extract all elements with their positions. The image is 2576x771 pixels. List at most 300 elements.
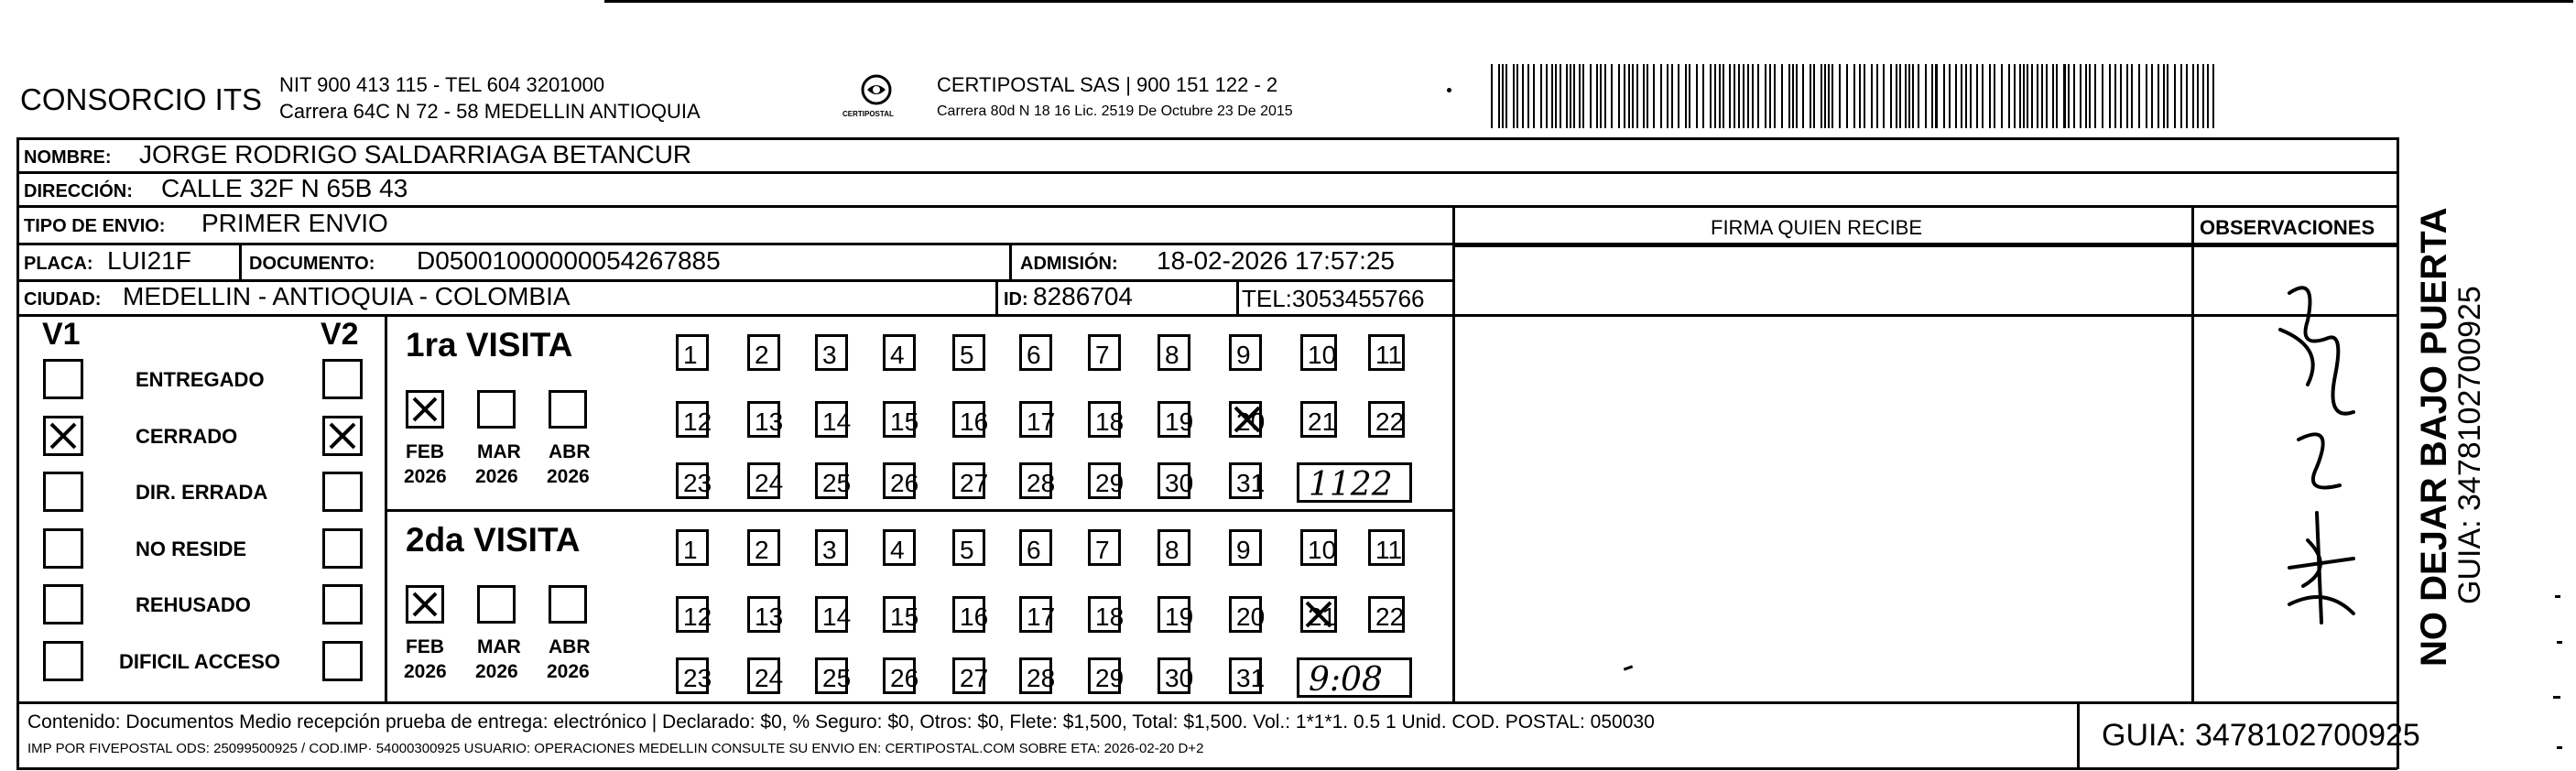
barcode-bar <box>1965 64 1967 128</box>
barcode-bar <box>2014 64 2016 128</box>
barcode-bar <box>2197 64 2199 128</box>
day-box[interactable] <box>747 401 784 438</box>
barcode-bar <box>1931 64 1933 128</box>
day-box[interactable] <box>1229 462 1266 499</box>
barcode-bar <box>1516 64 1518 128</box>
barcode-bar <box>1883 64 1885 128</box>
day-box[interactable] <box>1088 529 1121 566</box>
barcode-bar <box>1738 64 1740 128</box>
top-edge-line <box>604 0 2573 3</box>
day-box[interactable] <box>676 334 709 371</box>
barcode-bar <box>1821 64 1822 128</box>
nombre-value: JORGE RODRIGO SALDARRIAGA BETANCUR <box>139 140 692 168</box>
barcode-bar <box>1590 64 1592 128</box>
time-handwritten: 1122 <box>1309 466 1393 504</box>
day-number: 9 <box>1236 341 1251 369</box>
time-handwritten: 9:08 <box>1309 661 1383 699</box>
carrier-address: Carrera 80d N 18 16 Lic. 2519 De Octubre 23 De 2015 <box>937 103 1293 119</box>
barcode-bar <box>1912 64 1914 128</box>
day-number: 13 <box>755 603 784 631</box>
day-number: 9 <box>1236 536 1251 564</box>
footer-contenido: Contenido: Documentos Medio recepción prueba de entrega: electrónico | Declarado: $0, % Seguro: $0, Otros: $0, Flete: $1,500, Total: $1,500. Vol.: 1*1*1. 0.5 1 Unid. COD. POSTAL: 050030 <box>27 711 1655 733</box>
observaciones-header: OBSERVACIONES <box>2200 216 2375 239</box>
side-no-dejar: NO DEJAR BAJO PUERTA <box>2414 207 2454 667</box>
barcode-bar <box>1994 64 1995 128</box>
day-box[interactable] <box>1088 657 1125 694</box>
barcode-bar <box>1970 64 1972 128</box>
barcode-bar <box>1696 64 1698 128</box>
month-checkbox[interactable] <box>549 390 587 429</box>
barcode-bar <box>1719 64 1721 128</box>
check-x-icon <box>46 418 81 453</box>
company-nit: NIT 900 413 115 - TEL 604 3201000 <box>279 73 605 96</box>
barcode-bar <box>1546 64 1548 128</box>
barcode-bar <box>2019 64 2021 128</box>
day-box[interactable] <box>1019 401 1056 438</box>
barcode-bar <box>2192 64 2194 128</box>
day-number: 5 <box>960 536 974 564</box>
v1-checkbox[interactable] <box>43 416 83 456</box>
barcode-bar <box>1908 64 1910 128</box>
barcode-bar <box>1689 64 1690 128</box>
day-number: 27 <box>960 664 989 692</box>
nombre-label: NOMBRE: <box>24 147 112 168</box>
barcode-bar <box>1976 64 1978 128</box>
barcode-bar <box>1729 64 1731 128</box>
day-box[interactable] <box>1300 529 1337 566</box>
barcode-bar <box>2023 64 2025 128</box>
barcode-bar <box>1810 64 1811 128</box>
barcode-bar <box>1935 64 1938 128</box>
day-box[interactable] <box>952 334 985 371</box>
barcode-bar <box>1961 64 1962 128</box>
month-year: 2026 <box>404 466 447 487</box>
barcode-bar <box>1765 64 1766 128</box>
day-box[interactable] <box>1019 596 1056 633</box>
company-name: CONSORCIO ITS <box>20 82 263 116</box>
handwritten-observation <box>2253 238 2381 678</box>
day-number: 14 <box>822 407 852 436</box>
barcode-bar <box>1846 64 1848 128</box>
barcode-bar <box>1685 64 1687 128</box>
day-number: 11 <box>1375 341 1403 369</box>
v2-checkbox[interactable] <box>322 416 363 456</box>
footer-guia: GUIA: 3478102700925 <box>2102 718 2420 753</box>
barcode-bar <box>1551 64 1553 128</box>
v2-checkbox[interactable] <box>322 641 363 681</box>
month-name: ABR <box>549 636 591 657</box>
edge-speck <box>2555 595 2560 598</box>
barcode-bar <box>2138 64 2140 128</box>
v2-checkbox[interactable] <box>322 584 363 624</box>
day-number: 31 <box>1236 664 1266 692</box>
barcode-bar <box>2008 64 2010 128</box>
day-number: 24 <box>755 664 784 692</box>
month-name: MAR <box>477 636 521 657</box>
day-box[interactable] <box>1368 529 1405 566</box>
day-box[interactable] <box>815 462 852 499</box>
status-label: ENTREGADO <box>136 368 265 391</box>
barcode-bar <box>1792 64 1794 128</box>
day-box[interactable] <box>1158 529 1190 566</box>
admision-label: ADMISIÓN: <box>1020 254 1118 274</box>
day-number: 28 <box>1027 664 1056 692</box>
barcode-bar <box>2031 64 2033 128</box>
day-box[interactable] <box>952 401 989 438</box>
day-box[interactable] <box>1300 401 1337 438</box>
day-box[interactable] <box>676 596 712 633</box>
barcode-bar <box>2041 64 2043 128</box>
day-number: 6 <box>1027 341 1041 369</box>
day-box[interactable] <box>952 529 985 566</box>
barcode-bar <box>2037 64 2038 128</box>
month-name: FEB <box>406 441 444 462</box>
carrier-name: CERTIPOSTAL SAS | 900 151 122 - 2 <box>937 73 1278 96</box>
day-box[interactable] <box>1229 401 1266 438</box>
barcode-bar <box>1871 64 1873 128</box>
day-box[interactable] <box>1088 401 1125 438</box>
barcode-bar <box>1949 64 1951 128</box>
day-box[interactable] <box>676 462 712 499</box>
month-year: 2026 <box>475 661 518 682</box>
month-name: ABR <box>549 441 591 462</box>
barcode-bar <box>1989 64 1991 128</box>
barcode-bar <box>2131 64 2133 128</box>
day-number: 2 <box>755 341 769 369</box>
barcode-bar <box>1502 64 1504 128</box>
month-year: 2026 <box>547 661 590 682</box>
day-box[interactable] <box>747 462 784 499</box>
status-label: DIR. ERRADA <box>136 481 268 504</box>
v1-header: V1 <box>42 317 81 352</box>
barcode-bar <box>1618 64 1620 128</box>
barcode-bar <box>1859 64 1861 128</box>
barcode-bar <box>1813 64 1815 128</box>
tipo-envio-value: PRIMER ENVIO <box>201 209 388 237</box>
barcode-bar <box>1955 64 1957 128</box>
day-box[interactable] <box>1368 334 1405 371</box>
month-checkbox[interactable] <box>477 390 516 429</box>
barcode-bar <box>1582 64 1584 128</box>
day-box[interactable] <box>1019 529 1052 566</box>
barcode-bar <box>2158 64 2159 128</box>
barcode-bar <box>1896 64 1897 128</box>
day-box[interactable] <box>747 529 780 566</box>
day-box[interactable] <box>676 401 712 438</box>
day-box[interactable] <box>1088 462 1125 499</box>
day-number: 7 <box>1095 341 1110 369</box>
day-number: 17 <box>1027 603 1056 631</box>
tel-value: 3053455766 <box>1291 285 1425 312</box>
v1-checkbox[interactable] <box>43 584 83 624</box>
day-box[interactable] <box>1368 596 1405 633</box>
day-number: 8 <box>1165 341 1179 369</box>
barcode-bar <box>1566 64 1568 128</box>
barcode-bar <box>2046 64 2048 128</box>
day-number: 16 <box>960 407 989 436</box>
day-box[interactable] <box>883 529 916 566</box>
barcode-bar <box>2207 64 2209 128</box>
placa-label: PLACA: <box>24 254 93 274</box>
day-number: 7 <box>1095 536 1110 564</box>
v1-checkbox[interactable] <box>43 359 83 399</box>
day-number: 23 <box>683 469 712 497</box>
day-box[interactable] <box>1158 462 1194 499</box>
day-number: 22 <box>1375 407 1405 436</box>
id-value: 8286704 <box>1033 282 1134 310</box>
day-number: 6 <box>1027 536 1041 564</box>
day-box[interactable] <box>1300 334 1337 371</box>
v1-checkbox[interactable] <box>43 472 83 512</box>
day-number: 29 <box>1095 469 1125 497</box>
barcode-bar <box>2126 64 2128 128</box>
documento-value: D05001000000054267885 <box>417 246 721 275</box>
check-x-icon <box>1301 597 1336 632</box>
barcode-bar <box>1710 64 1712 128</box>
barcode-bar <box>2027 64 2028 128</box>
barcode-bar <box>1527 64 1529 128</box>
firma-header: FIRMA QUIEN RECIBE <box>1711 216 1923 239</box>
day-box[interactable] <box>1019 334 1052 371</box>
day-number: 8 <box>1165 536 1179 564</box>
month-name: MAR <box>477 441 521 462</box>
day-box[interactable] <box>747 334 780 371</box>
day-number: 23 <box>683 664 712 692</box>
day-box[interactable] <box>815 657 852 694</box>
day-box[interactable] <box>815 596 852 633</box>
day-box[interactable] <box>952 596 989 633</box>
barcode-bar <box>1743 64 1745 128</box>
barcode-bar <box>1899 64 1901 128</box>
barcode-bar <box>1925 64 1927 128</box>
day-number: 18 <box>1095 603 1125 631</box>
barcode-bar <box>1943 64 1945 128</box>
status-label: CERRADO <box>136 424 238 448</box>
barcode-bar <box>1522 64 1524 128</box>
barcode-bar <box>1905 64 1907 128</box>
check-x-icon <box>408 393 441 426</box>
barcode-bar <box>1788 64 1790 128</box>
day-number: 30 <box>1165 469 1194 497</box>
day-number: 13 <box>755 407 784 436</box>
day-box[interactable] <box>1229 529 1262 566</box>
day-number: 20 <box>1236 603 1266 631</box>
barcode-bar <box>1604 64 1606 128</box>
day-box[interactable] <box>676 657 712 694</box>
stray-mark <box>1624 665 1633 670</box>
tel-field <box>1242 287 1425 310</box>
month-checkbox[interactable] <box>406 390 444 429</box>
admision-value: 18-02-2026 17:57:25 <box>1157 246 1395 275</box>
day-number: 15 <box>890 603 919 631</box>
barcode-bar <box>1796 64 1798 128</box>
barcode-bar <box>1611 64 1613 128</box>
barcode-bar <box>2068 64 2070 128</box>
barcode-bar <box>1714 64 1716 128</box>
day-number: 21 <box>1308 603 1337 631</box>
barcode-bar <box>1876 64 1878 128</box>
v1-checkbox[interactable] <box>43 528 83 569</box>
month-checkbox[interactable] <box>549 585 587 624</box>
day-number: 22 <box>1375 603 1405 631</box>
day-box[interactable] <box>1019 657 1056 694</box>
side-guia: GUIA: 3478102700925 <box>2452 286 2487 604</box>
day-box[interactable] <box>952 657 989 694</box>
barcode-bar <box>2109 64 2111 128</box>
barcode-bar <box>1982 64 1984 128</box>
day-box[interactable] <box>1300 596 1337 633</box>
day-box[interactable] <box>1158 401 1194 438</box>
tel-label: TEL: <box>1242 285 1292 312</box>
day-box[interactable] <box>815 529 848 566</box>
barcode-bar <box>1647 64 1648 128</box>
barcode-bar <box>1918 64 1919 128</box>
barcode-bar <box>1555 64 1557 128</box>
barcode-bar <box>1781 64 1783 128</box>
v2-header: V2 <box>321 317 359 352</box>
barcode-bar <box>2163 64 2165 128</box>
day-number: 3 <box>822 536 837 564</box>
day-number: 15 <box>890 407 919 436</box>
barcode-bar <box>1498 64 1500 128</box>
status-label: REHUSADO <box>136 593 251 616</box>
placa-value: LUI21F <box>107 246 191 275</box>
footer-imp: IMP POR FIVEPOSTAL ODS: 25099500925 / COD.IMP· 54000300925 USUARIO: OPERACIONES MEDELLIN CONSULTE SU ENVIO EN: CERTIPOSTAL.COM SOBRE ETA: 2026-02-20 D+2 <box>27 741 1204 756</box>
barcode-bar <box>2202 64 2204 128</box>
day-box[interactable] <box>815 334 848 371</box>
day-number: 10 <box>1308 536 1337 564</box>
barcode-bar <box>1636 64 1638 128</box>
day-number: 24 <box>755 469 784 497</box>
barcode-bar <box>1824 64 1826 128</box>
barcode-bar <box>2102 64 2103 128</box>
month-name: FEB <box>406 636 444 657</box>
barcode-bar <box>1540 64 1542 128</box>
barcode-bar <box>2063 64 2066 128</box>
day-box[interactable] <box>883 462 919 499</box>
day-box[interactable] <box>1368 401 1405 438</box>
barcode-bar <box>1802 64 1804 128</box>
check-x-icon <box>325 418 360 453</box>
day-box[interactable] <box>747 657 784 694</box>
barcode-bar <box>1533 64 1535 128</box>
day-number: 3 <box>822 341 837 369</box>
barcode-bar <box>1723 64 1724 128</box>
day-box[interactable] <box>883 657 919 694</box>
day-box[interactable] <box>1229 657 1266 694</box>
barcode-bar <box>1667 64 1668 128</box>
day-number: 11 <box>1375 536 1403 564</box>
logo-caption: CERTIPOSTAL <box>842 110 894 118</box>
barcode-bar <box>1643 64 1645 128</box>
day-box[interactable] <box>1229 596 1266 633</box>
v2-checkbox[interactable] <box>322 528 363 569</box>
visit-title: 2da VISITA <box>406 521 581 559</box>
v1-checkbox[interactable] <box>43 641 83 681</box>
v2-checkbox[interactable] <box>322 359 363 399</box>
barcode-bar <box>2080 64 2081 128</box>
day-box[interactable] <box>952 462 989 499</box>
day-box[interactable] <box>1158 657 1194 694</box>
barcode-bar <box>2146 64 2147 128</box>
barcode-bar <box>1632 64 1634 128</box>
tipo-envio-label: TIPO DE ENVIO: <box>24 216 166 236</box>
month-checkbox[interactable] <box>406 585 444 624</box>
day-number: 30 <box>1165 664 1194 692</box>
day-number: 20 <box>1236 407 1266 436</box>
day-box[interactable] <box>1088 596 1125 633</box>
month-checkbox[interactable] <box>477 585 516 624</box>
barcode-bar <box>2167 64 2168 128</box>
barcode-bar <box>1769 64 1771 128</box>
time-box[interactable] <box>1297 657 1412 698</box>
barcode-bar <box>1628 64 1630 128</box>
barcode-bar <box>2085 64 2087 128</box>
direccion-label: DIRECCIÓN: <box>24 181 133 201</box>
day-box[interactable] <box>883 334 916 371</box>
barcode-bar <box>1653 64 1655 128</box>
barcode-bar <box>1864 64 1865 128</box>
check-x-icon <box>408 588 441 621</box>
barcode-bar <box>1747 64 1749 128</box>
barcode-bar <box>1774 64 1776 128</box>
barcode-bar <box>1734 64 1735 128</box>
day-number: 21 <box>1308 407 1337 436</box>
barcode-bar <box>1600 64 1602 128</box>
documento-label: DOCUMENTO: <box>249 254 375 274</box>
day-box[interactable] <box>883 596 919 633</box>
day-box[interactable] <box>1019 462 1056 499</box>
day-box[interactable] <box>815 401 852 438</box>
edge-speck <box>2557 641 2562 644</box>
barcode-bar <box>2089 64 2091 128</box>
barcode-bar <box>1671 64 1673 128</box>
status-label: NO RESIDE <box>136 537 247 560</box>
barcode-bar <box>2052 64 2054 128</box>
day-box[interactable] <box>1158 596 1194 633</box>
barcode-bar <box>1757 64 1759 128</box>
barcode-bar <box>2180 64 2182 128</box>
barcode-bar <box>2056 64 2058 128</box>
day-box[interactable] <box>676 529 709 566</box>
edge-speck <box>2557 746 2562 749</box>
barcode-bar <box>1890 64 1892 128</box>
barcode-bar <box>1596 64 1598 128</box>
day-number: 29 <box>1095 664 1125 692</box>
time-box[interactable] <box>1297 462 1412 503</box>
ciudad-label: CIUDAD: <box>24 289 102 309</box>
v2-checkbox[interactable] <box>322 472 363 512</box>
month-year: 2026 <box>547 466 590 487</box>
day-number: 19 <box>1165 407 1194 436</box>
day-box[interactable] <box>1088 334 1121 371</box>
day-box[interactable] <box>883 401 919 438</box>
check-x-icon <box>1230 402 1265 437</box>
barcode-bar <box>1831 64 1833 128</box>
barcode-bar <box>1573 64 1575 128</box>
barcode-bar <box>1513 64 1515 128</box>
barcode-bar <box>1560 64 1561 128</box>
barcode-bar <box>1491 64 1493 128</box>
day-box[interactable] <box>1229 334 1262 371</box>
barcode-bar <box>2151 64 2153 128</box>
barcode-bar <box>2186 64 2188 128</box>
barcode-bar <box>2120 64 2122 128</box>
day-box[interactable] <box>747 596 784 633</box>
day-number: 26 <box>890 469 919 497</box>
day-box[interactable] <box>1158 334 1190 371</box>
visit-title: 1ra VISITA <box>406 326 573 364</box>
